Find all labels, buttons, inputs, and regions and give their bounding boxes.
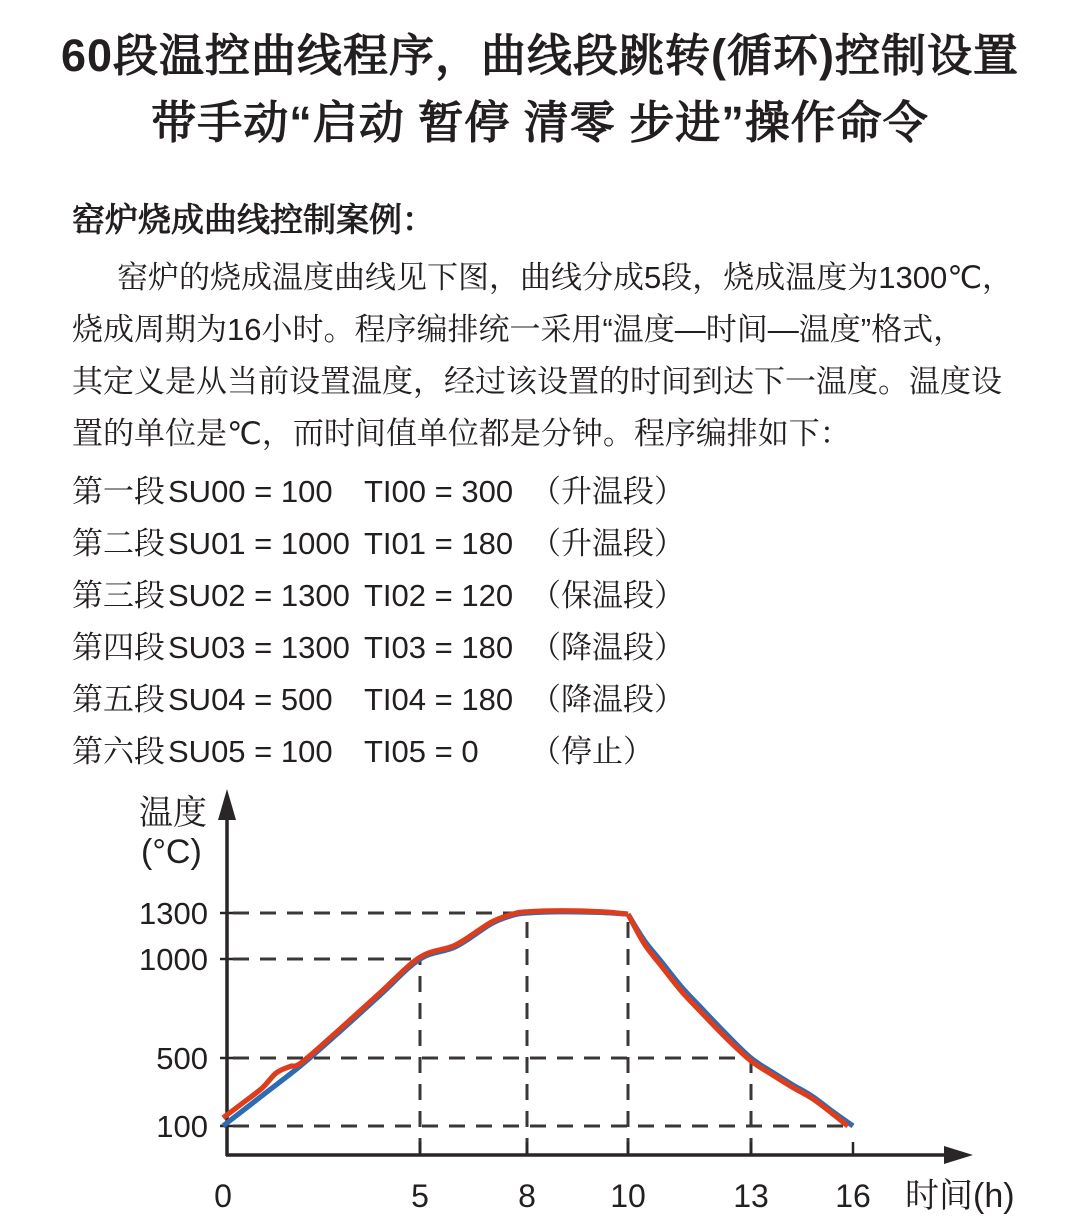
y-axis-title: 温度 bbox=[139, 794, 207, 832]
program-su-value: SU02 = 1300 bbox=[168, 578, 350, 613]
program-note: （降温段） bbox=[530, 682, 685, 717]
x-tick-label: 0 bbox=[214, 1178, 232, 1214]
y-axis-unit: (°C) bbox=[141, 833, 202, 871]
x-tick-label: 16 bbox=[835, 1178, 871, 1214]
y-tick-label: 100 bbox=[156, 1109, 208, 1144]
blue-set-curve-fall bbox=[628, 914, 853, 1126]
program-ti-value: TI01 = 180 bbox=[364, 526, 514, 561]
program-su-value: SU04 = 500 bbox=[168, 682, 333, 717]
program-segment-label: 第五段 bbox=[72, 682, 165, 717]
x-axis-title: 时间(h) bbox=[905, 1177, 1015, 1215]
section-heading: 窑炉烧成曲线控制案例： bbox=[72, 201, 435, 238]
y-tick-label: 1300 bbox=[139, 896, 208, 931]
red-actual-curve-rise bbox=[223, 911, 628, 1118]
program-note: （降温段） bbox=[530, 630, 685, 665]
program-su-value: SU01 = 1000 bbox=[168, 526, 350, 561]
x-tick-label: 13 bbox=[733, 1178, 769, 1214]
y-tick-label: 1000 bbox=[139, 942, 208, 977]
program-note: （升温段） bbox=[530, 526, 685, 561]
program-note: （停止） bbox=[530, 734, 654, 769]
blue-set-curve-rise bbox=[223, 912, 628, 1126]
program-note: （保温段） bbox=[530, 578, 685, 613]
program-ti-value: TI02 = 120 bbox=[364, 578, 514, 613]
y-axis-arrow bbox=[218, 789, 236, 820]
title-line-2: 带手动“启动 暂停 清零 步进”操作命令 bbox=[151, 97, 929, 148]
x-axis-arrow bbox=[944, 1146, 973, 1164]
paragraph-line: 窑炉的烧成温度曲线见下图，曲线分成5段，烧成温度为1300℃， bbox=[117, 260, 1014, 295]
y-tick-label: 500 bbox=[156, 1041, 208, 1076]
program-su-value: SU03 = 1300 bbox=[168, 630, 350, 665]
x-tick-label: 5 bbox=[411, 1178, 429, 1214]
program-segment-label: 第一段 bbox=[72, 474, 165, 509]
program-segment-label: 第四段 bbox=[72, 630, 165, 665]
program-ti-value: TI03 = 180 bbox=[364, 630, 514, 665]
program-ti-value: TI04 = 180 bbox=[364, 682, 514, 717]
program-segment-label: 第三段 bbox=[72, 578, 165, 613]
paragraph-line: 烧成周期为16小时。程序编排统一采用“温度—时间—温度”格式， bbox=[72, 312, 965, 347]
program-su-value: SU00 = 100 bbox=[168, 474, 333, 509]
x-tick-label: 8 bbox=[518, 1178, 536, 1214]
program-ti-value: TI05 = 0 bbox=[364, 734, 479, 769]
paragraph-line: 其定义是从当前设置温度，经过该设置的时间到达下一温度。温度设 bbox=[72, 364, 1002, 399]
program-ti-value: TI00 = 300 bbox=[364, 474, 514, 509]
paragraph-line: 置的单位是℃，而时间值单位都是分钟。程序编排如下： bbox=[72, 416, 851, 451]
program-note: （升温段） bbox=[530, 474, 685, 509]
red-actual-curve-fall bbox=[628, 914, 848, 1126]
program-segment-label: 第二段 bbox=[72, 526, 165, 561]
x-tick-label: 10 bbox=[610, 1178, 646, 1214]
title-line-1: 60段温控曲线程序，曲线段跳转(循环)控制设置 bbox=[60, 30, 1020, 81]
program-segment-label: 第六段 bbox=[72, 734, 165, 769]
program-su-value: SU05 = 100 bbox=[168, 734, 333, 769]
